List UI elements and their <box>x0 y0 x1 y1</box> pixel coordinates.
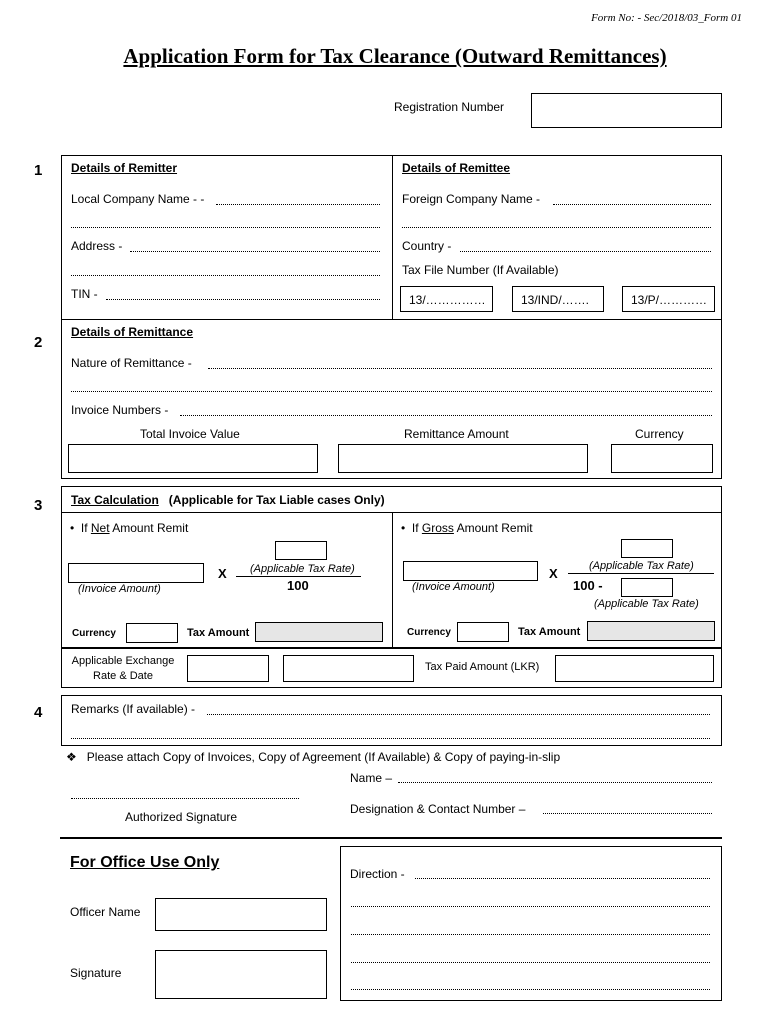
gross-multiply-sign: X <box>549 566 558 581</box>
net-tax-amount-label: Tax Amount <box>187 627 250 639</box>
gross-tax-amount-label: Tax Amount <box>518 626 581 638</box>
exchange-label-2: Rate & Date <box>93 670 153 682</box>
gross-remit-label <box>401 521 533 535</box>
registration-number-input[interactable] <box>531 93 722 128</box>
gross-tax-amount-field <box>587 621 715 641</box>
net-remit-label <box>70 521 188 535</box>
local-company-field[interactable] <box>216 204 380 205</box>
local-company-label: Local Company Name - - <box>71 192 205 206</box>
total-invoice-label: Total Invoice Value <box>140 427 240 441</box>
remittance-amount-label: Remittance Amount <box>404 427 509 441</box>
exchange-rate-input[interactable] <box>187 655 269 682</box>
office-signature-input[interactable] <box>155 950 327 999</box>
signature-field[interactable] <box>71 798 299 799</box>
invoice-numbers-field[interactable] <box>180 415 712 416</box>
gross-currency-label: Currency <box>407 627 451 638</box>
registration-label: Registration Number <box>394 100 505 114</box>
gross-invoice-amount-label: (Invoice Amount) <box>412 581 495 593</box>
net-currency-label: Currency <box>72 628 116 639</box>
invoice-numbers-label: Invoice Numbers - <box>71 403 169 417</box>
page-title: Application Form for Tax Clearance (Outward Remittances) <box>123 44 667 68</box>
remarks-label: Remarks (If available) - <box>71 702 196 716</box>
country-field[interactable] <box>460 251 711 252</box>
tax-column-divider <box>392 512 393 648</box>
section-number-3: 3 <box>34 497 43 514</box>
total-invoice-input[interactable] <box>68 444 318 473</box>
foreign-company-label: Foreign Company Name - <box>402 192 541 206</box>
authorized-signature-label: Authorized Signature <box>125 810 238 824</box>
net-key: Net <box>90 521 110 535</box>
gross-fraction-line <box>568 573 714 574</box>
section-number-1: 1 <box>34 162 43 179</box>
net-invoice-amount-label: (Invoice Amount) <box>78 583 161 595</box>
nature-label: Nature of Remittance - <box>71 356 192 370</box>
address-field[interactable] <box>130 251 380 252</box>
net-hundred: 100 <box>287 578 309 593</box>
gross-currency-input[interactable] <box>457 622 509 642</box>
remittee-heading: Details of Remittee <box>402 161 511 175</box>
tax-heading-note: (Applicable for Tax Liable cases Only) <box>168 493 385 507</box>
section-number-4: 4 <box>34 704 43 721</box>
tfn-box-3-text: 13/P/………… <box>631 293 708 307</box>
office-signature-label: Signature <box>70 966 122 980</box>
net-tax-amount-field <box>255 622 383 642</box>
net-invoice-amount-input[interactable] <box>68 563 204 583</box>
tfn-box-1[interactable] <box>400 286 493 312</box>
net-multiply-sign: X <box>218 566 227 581</box>
gross-invoice-amount-input[interactable] <box>403 561 538 581</box>
section-number-2: 2 <box>34 334 43 351</box>
net-currency-input[interactable] <box>126 623 178 643</box>
attach-symbol: ❖ <box>66 750 77 764</box>
address-label: Address - <box>71 239 123 253</box>
nature-field-line2[interactable] <box>71 391 712 392</box>
tfn-box-1-text: 13/…………… <box>409 293 486 307</box>
attach-note <box>66 750 560 764</box>
tax-heading <box>71 493 385 507</box>
section2-divider <box>61 319 722 320</box>
tax-paid-label: Tax Paid Amount (LKR) <box>425 661 540 673</box>
net-tax-rate-input[interactable] <box>275 541 327 560</box>
officer-name-label: Officer Name <box>70 905 141 919</box>
name-field[interactable] <box>398 782 712 783</box>
tax-heading-text: Tax Calculation <box>71 493 159 507</box>
net-suffix: Amount Remit <box>109 521 189 535</box>
gross-tax-rate-input[interactable] <box>621 539 673 558</box>
remarks-field[interactable] <box>207 714 710 715</box>
gross-hundred-minus: 100 - <box>573 578 603 593</box>
net-bullet: • <box>70 521 75 535</box>
tax-file-label: Tax File Number (If Available) <box>402 263 559 277</box>
net-applicable-rate-label: (Applicable Tax Rate) <box>250 563 355 575</box>
designation-field[interactable] <box>543 813 712 814</box>
attach-note-text: Please attach Copy of Invoices, Copy of Agreement (If Available) & Copy of paying-in-slip <box>86 750 561 764</box>
remittance-currency-label: Currency <box>635 427 684 441</box>
tax-paid-input[interactable] <box>555 655 714 682</box>
form-number: Form No: - Sec/2018/03_Form 01 <box>591 12 742 24</box>
remittance-amount-input[interactable] <box>338 444 588 473</box>
exchange-label-1: Applicable Exchange <box>71 655 175 667</box>
exchange-date-input[interactable] <box>283 655 414 682</box>
office-separator <box>60 837 722 839</box>
direction-field[interactable] <box>415 878 710 879</box>
office-heading: For Office Use Only <box>70 854 220 871</box>
gross-suffix: Amount Remit <box>453 521 533 535</box>
officer-name-input[interactable] <box>155 898 327 931</box>
gross-tax-rate-input-2[interactable] <box>621 578 673 597</box>
remarks-field-line2[interactable] <box>71 738 710 739</box>
designation-label: Designation & Contact Number – <box>350 802 526 816</box>
remittance-heading: Details of Remittance <box>71 325 194 339</box>
name-label: Name – <box>350 771 393 785</box>
gross-prefix: If <box>411 521 422 535</box>
gross-applicable-rate-label-2: (Applicable Tax Rate) <box>594 598 699 610</box>
direction-label: Direction - <box>350 867 405 881</box>
address-field-line2[interactable] <box>71 275 380 276</box>
local-company-field-line2[interactable] <box>71 227 380 228</box>
foreign-company-field-line2[interactable] <box>402 227 711 228</box>
direction-field-line3[interactable] <box>351 934 710 935</box>
country-label: Country - <box>402 239 452 253</box>
section1-divider <box>392 155 393 319</box>
nature-field[interactable] <box>208 368 712 369</box>
gross-applicable-rate-label: (Applicable Tax Rate) <box>589 560 694 572</box>
direction-field-line2[interactable] <box>351 906 710 907</box>
tfn-box-3[interactable] <box>622 286 715 312</box>
net-fraction-line <box>236 576 361 577</box>
remittance-currency-input[interactable] <box>611 444 713 473</box>
tin-field[interactable] <box>106 299 380 300</box>
direction-field-line5[interactable] <box>351 989 710 990</box>
gross-key: Gross <box>421 521 454 535</box>
foreign-company-field[interactable] <box>553 204 711 205</box>
net-prefix: If <box>80 521 91 535</box>
tfn-box-2[interactable] <box>512 286 604 312</box>
tfn-box-2-text: 13/IND/……. <box>521 293 590 307</box>
direction-field-line4[interactable] <box>351 962 710 963</box>
tin-label: TIN - <box>71 287 98 301</box>
remitter-heading: Details of Remitter <box>71 161 178 175</box>
gross-bullet: • <box>401 521 406 535</box>
